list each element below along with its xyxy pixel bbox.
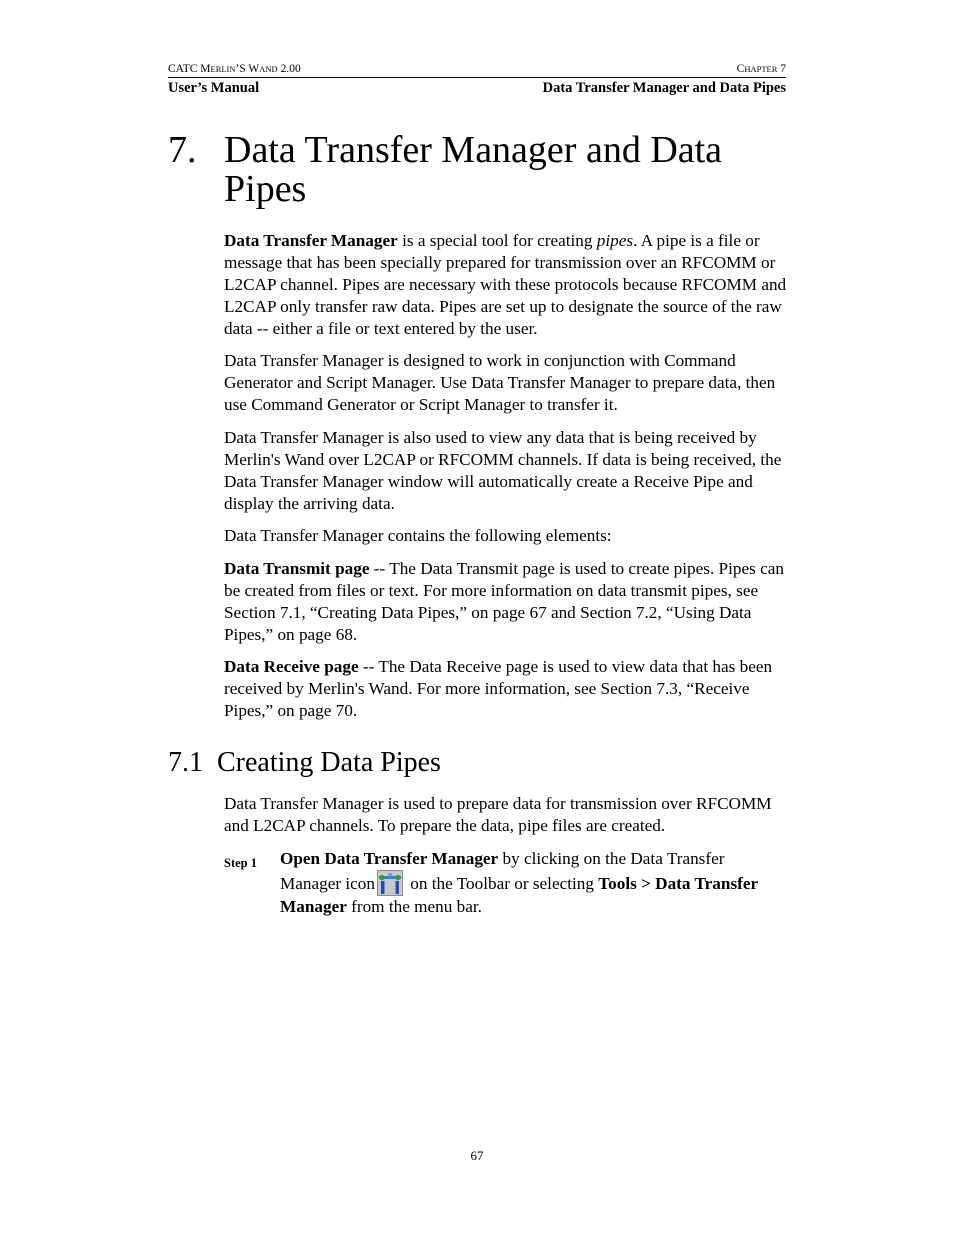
- header-chapter-prefix: C: [736, 63, 745, 75]
- step-text-3: from the menu bar.: [346, 897, 482, 916]
- page-number: 67: [470, 1148, 484, 1163]
- header-bottom-row: [168, 79, 786, 97]
- step-text-1: by clicking on the Data Transfer Manager icon: [280, 849, 725, 893]
- step-text-2: on the Toolbar or selecting: [405, 874, 599, 893]
- intro-paragraph-2: Data Transfer Manager is designed to work in conjunction with Command Generator and Script Manager. Use Data Transfer Manager to prepare data, then use Command Generator or Script Manager to transfer it.: [224, 351, 776, 414]
- receive-page-desc: -- The Data Receive page is used to view data that has been received by Merlin's Wand. For more information, see Section 7.3, “Receive Pipes,” on page 70.: [224, 657, 773, 720]
- element-data-receive: [224, 656, 789, 722]
- header-product-prefix: CATC M: [168, 63, 211, 75]
- intro-paragraph-4: Data Transfer Manager contains the following elements:: [224, 526, 612, 545]
- element-data-transmit: [224, 558, 789, 646]
- section-title: Creating Data Pipes: [217, 747, 441, 778]
- running-header: [168, 62, 786, 97]
- chapter-title: Data Transfer Manager and Data Pipes: [224, 129, 723, 210]
- transmit-page-desc: -- The Data Transmit page is used to create pipes. Pipes can be created from files or text. For more information on data transmit pipes, see Section 7.1, “Creating Data Pipes,” on page 67 and Section 7.2, “Using Data Pipes,” on page 68.: [224, 559, 784, 644]
- intro-p1-a: is a special tool for creating: [397, 231, 597, 250]
- intro-p1-b: . A pipe is a file or message that has been specially prepared for transmission over an RFCOMM or L2CAP channel. Pipes are necessary with these protocols because RFCOMM and L2CAP only transfer raw data. Pipes are set up to designate the source of the raw data -- either a file or text entered by the user.: [224, 231, 787, 338]
- section-paragraph-1: Data Transfer Manager is used to prepare data for transmission over RFCOMM and L2CAP channels. To prepare the data, pipe files are created.: [224, 794, 772, 835]
- header-chapter-num: 7: [777, 63, 786, 75]
- header-product-sc2: AND: [259, 64, 278, 74]
- header-product-mid: ’S W: [235, 63, 260, 75]
- header-chapter-title: Data Transfer Manager and Data Pipes: [542, 80, 786, 96]
- intro-paragraph-1: [224, 230, 789, 340]
- header-chapter-sc: HAPTER: [744, 64, 778, 74]
- header-product-sc1: ERLIN: [210, 64, 236, 74]
- data-transfer-manager-icon: [377, 870, 403, 896]
- header-rule: [168, 77, 786, 78]
- transmit-page-label: Data Transmit page: [224, 559, 370, 578]
- intro-p1-bold: Data Transfer Manager: [224, 231, 398, 250]
- intro-paragraph-3: Data Transfer Manager is also used to view any data that is being received by Merlin's Wand over L2CAP or RFCOMM channels. If data is being received, the Data Transfer Manager window will automatically create a Receive Pipe and display the arriving data.: [224, 428, 782, 513]
- header-product: [168, 62, 301, 76]
- chapter-number: 7.: [168, 129, 197, 171]
- header-top-row: [168, 62, 786, 76]
- step-bold-2: Tools > Data Transfer Manager: [280, 874, 758, 916]
- chapter-heading: [168, 131, 788, 209]
- step-bold-1: Open Data Transfer Manager: [280, 849, 499, 868]
- intro-p1-italic: pipes: [596, 231, 634, 250]
- section-heading: [168, 746, 441, 780]
- step-label: Step 1: [224, 856, 257, 870]
- step-text: [280, 848, 780, 918]
- receive-page-label: Data Receive page: [224, 657, 359, 676]
- header-chapter: [737, 62, 786, 76]
- header-product-version: 2.00: [277, 63, 301, 75]
- header-manual: User’s Manual: [168, 80, 260, 96]
- section-number: 7.1: [168, 747, 203, 778]
